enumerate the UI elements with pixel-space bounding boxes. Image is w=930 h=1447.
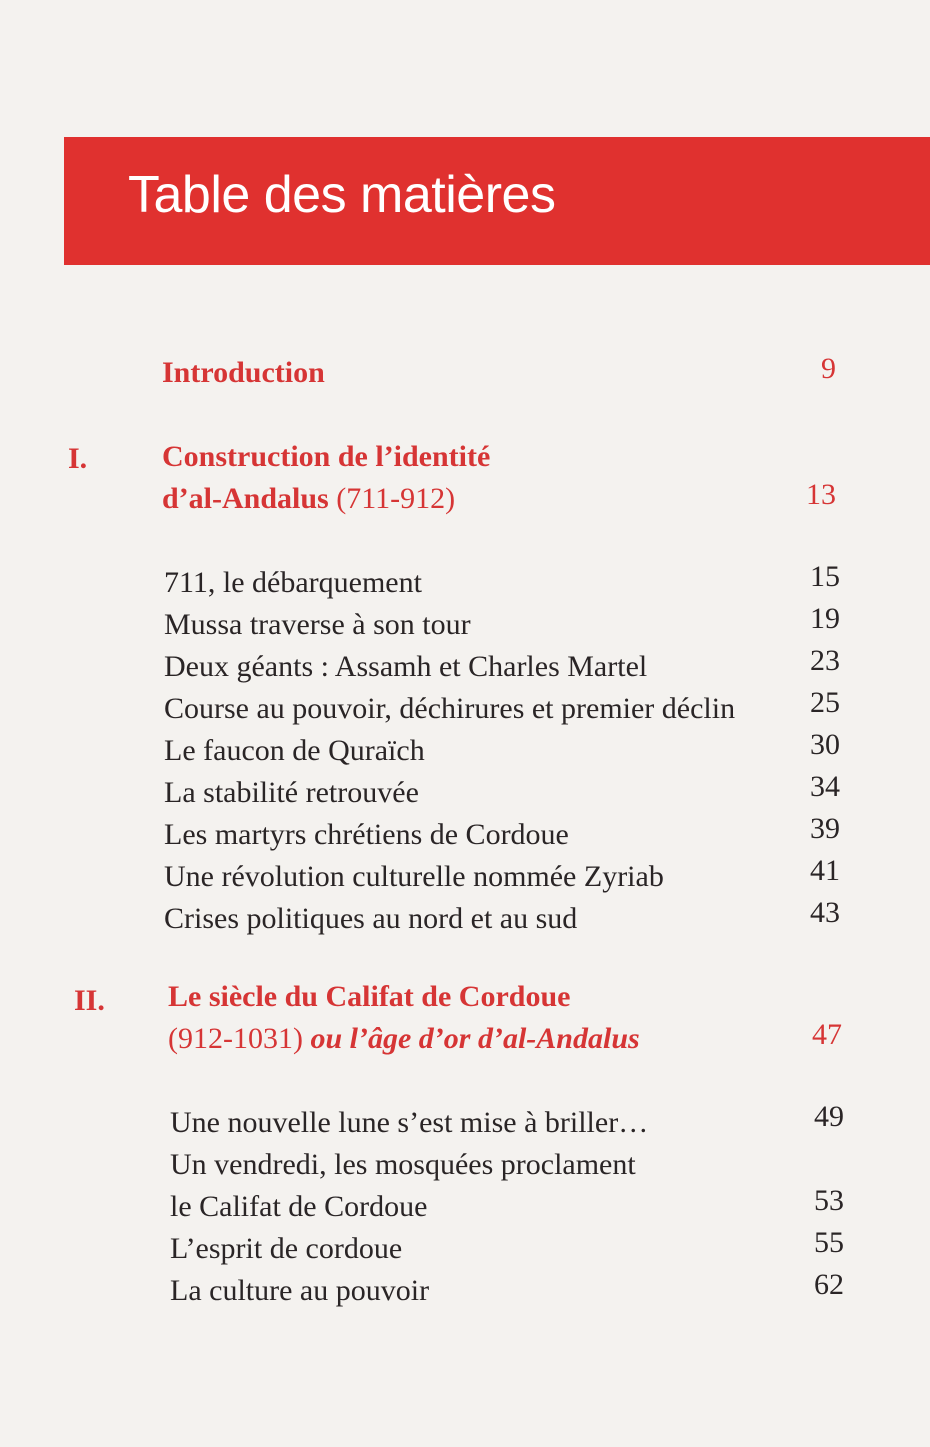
- toc-entry-page: 43: [810, 896, 840, 929]
- toc-entry-title[interactable]: Une révolution culturelle nommée Zyriab: [164, 860, 664, 893]
- toc-introduction-label[interactable]: Introduction: [162, 356, 325, 389]
- toc-entry-title[interactable]: Une nouvelle lune s’est mise à briller…: [170, 1106, 649, 1139]
- toc-entry-title[interactable]: Crises politiques au nord et au sud: [164, 902, 578, 935]
- toc-entry-page: 41: [810, 854, 840, 887]
- section-1-page: 13: [806, 478, 836, 511]
- toc-entry-page: 55: [814, 1226, 844, 1259]
- toc-entry-title[interactable]: Mussa traverse à son tour: [164, 608, 471, 641]
- toc-entry-title[interactable]: Les martyrs chrétiens de Cordoue: [164, 818, 569, 851]
- toc-entry-page: 30: [810, 728, 840, 761]
- toc-entry-page: 19: [810, 602, 840, 635]
- toc-entry-title[interactable]: L’esprit de cordoue: [170, 1232, 403, 1265]
- page-title: Table des matières: [128, 166, 556, 224]
- section-2-title-subtitle: ou l’âge d’or d’al-Andalus: [310, 1022, 640, 1055]
- section-1-title-years: (711-912): [336, 482, 456, 515]
- toc-entry-page: 62: [814, 1268, 844, 1301]
- section-2-title-line2[interactable]: [168, 1022, 640, 1056]
- section-1-title-main: d’al-Andalus: [162, 482, 337, 515]
- toc-entry-page: 49: [814, 1100, 844, 1133]
- section-2-page: 47: [812, 1018, 842, 1051]
- toc-entry-title[interactable]: Course au pouvoir, déchirures et premier déclin: [164, 692, 736, 725]
- section-1-title-line2[interactable]: [162, 482, 455, 516]
- title-banner: [64, 137, 930, 265]
- section-1-numeral: I.: [68, 442, 88, 475]
- toc-entry-page: 39: [810, 812, 840, 845]
- toc-entry-title[interactable]: Deux géants : Assamh et Charles Martel: [164, 650, 648, 683]
- toc-entry-title[interactable]: La culture au pouvoir: [170, 1274, 430, 1307]
- toc-entry-title[interactable]: le Califat de Cordoue: [170, 1190, 428, 1223]
- toc-entry-page: 25: [810, 686, 840, 719]
- toc-introduction-page: 9: [821, 352, 836, 385]
- section-2-title-years: (912-1031): [168, 1022, 311, 1055]
- toc-entry-title[interactable]: Le faucon de Quraïch: [164, 734, 425, 767]
- toc-entry-page: 15: [810, 560, 840, 593]
- toc-entry-page: 23: [810, 644, 840, 677]
- toc-entry-page: 34: [810, 770, 840, 803]
- toc-entry-title[interactable]: La stabilité retrouvée: [164, 776, 419, 809]
- section-1-title-line1[interactable]: Construction de l’identité: [162, 440, 491, 473]
- toc-entry-title[interactable]: 711, le débarquement: [164, 566, 422, 599]
- toc-entry-title[interactable]: Un vendredi, les mosquées proclament: [170, 1148, 636, 1181]
- section-2-title-line1[interactable]: Le siècle du Califat de Cordoue: [168, 980, 571, 1013]
- section-2-numeral: II.: [74, 984, 105, 1017]
- toc-entry-page: 53: [814, 1184, 844, 1217]
